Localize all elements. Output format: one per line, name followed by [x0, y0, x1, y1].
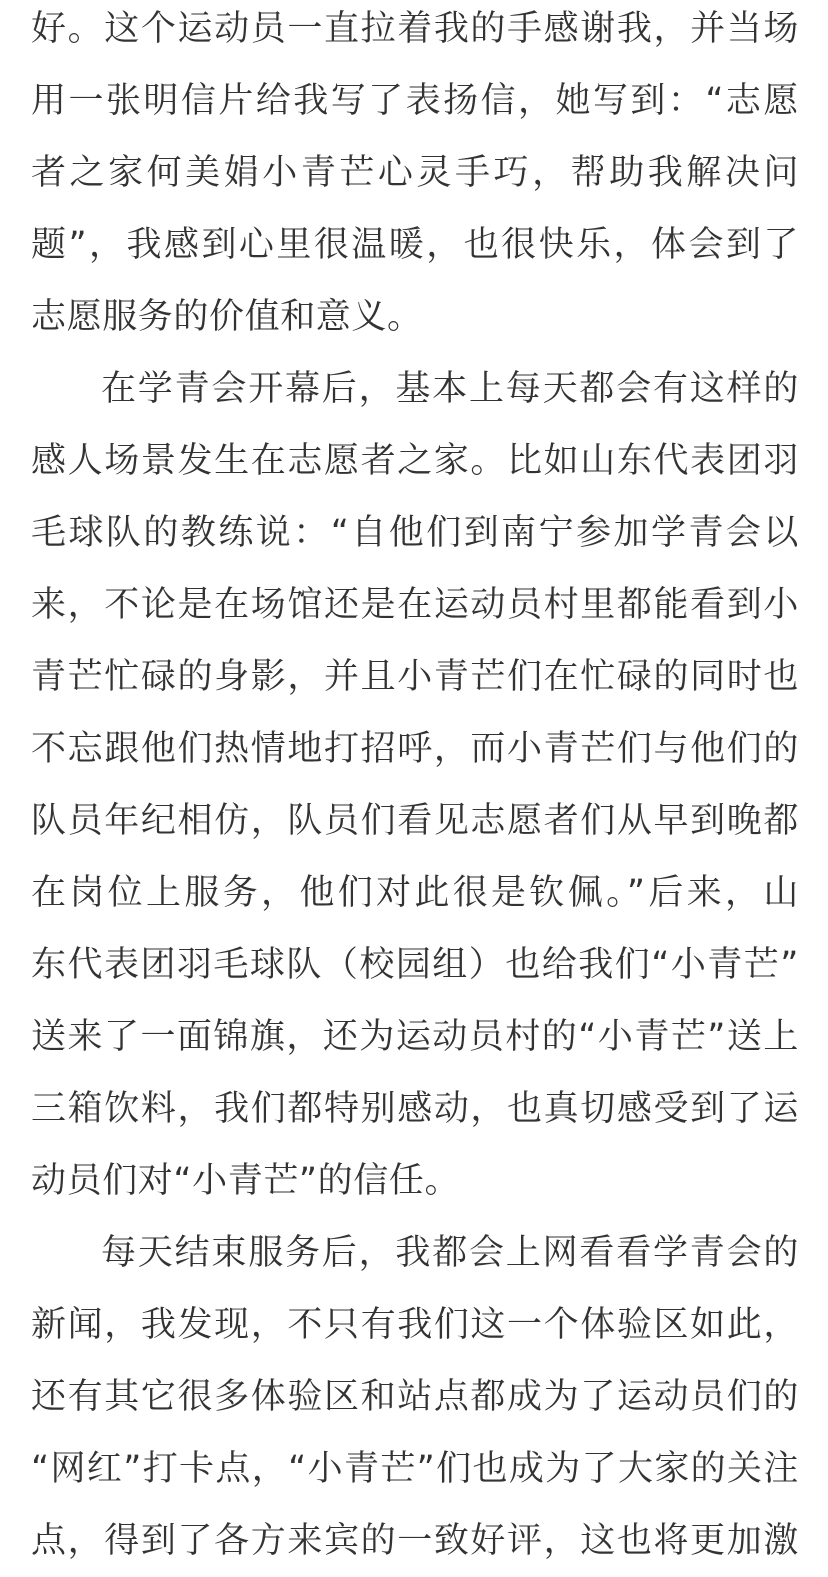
text-line: 送来了一面锦旗，还为运动员村的“小青芒”送上: [31, 1017, 799, 1057]
text-line: 志愿服务的价值和意义。: [31, 297, 423, 337]
text-line: 动员们对“小青芒”的信任。: [31, 1161, 461, 1201]
text-line: 队员年纪相仿，队员们看见志愿者们从早到晚都: [31, 801, 799, 841]
text-line: 点，得到了各方来宾的一致好评，这也将更加激: [31, 1521, 799, 1561]
text-line: 还有其它很多体验区和站点都成为了运动员们的: [31, 1377, 799, 1417]
text-line: 题”，我感到心里很温暖，也很快乐，体会到了: [31, 225, 799, 265]
paragraph-first-line: 在学青会开幕后，基本上每天都会有这样的: [101, 369, 799, 409]
text-line: 来，不论是在场馆还是在运动员村里都能看到小: [31, 585, 799, 625]
text-line: 不忘跟他们热情地打招呼，而小青芒们与他们的: [31, 729, 799, 769]
paragraph-first-line: 每天结束服务后，我都会上网看看学青会的: [101, 1233, 799, 1273]
text-line: 者之家何美娟小青芒心灵手巧，帮助我解决问: [31, 153, 799, 193]
text-line: 东代表团羽毛球队（校园组）也给我们“小青芒”: [31, 945, 799, 985]
text-line: 好。这个运动员一直拉着我的手感谢我，并当场: [31, 9, 799, 49]
text-line: 青芒忙碌的身影，并且小青芒们在忙碌的同时也: [31, 657, 799, 697]
text-line: 毛球队的教练说：“自他们到南宁参加学青会以: [31, 513, 799, 553]
text-line: 在岗位上服务，他们对此很是钦佩。”后来，山: [31, 873, 799, 913]
article-body: [31, 0, 799, 1577]
text-line: 用一张明信片给我写了表扬信，她写到：“志愿: [31, 81, 799, 121]
text-line: 三箱饮料，我们都特别感动，也真切感受到了运: [31, 1089, 799, 1129]
text-line: “网红”打卡点，“小青芒”们也成为了大家的关注: [31, 1449, 799, 1489]
text-line: 新闻，我发现，不只有我们这一个体验区如此，: [31, 1305, 799, 1345]
text-line: 感人场景发生在志愿者之家。比如山东代表团羽: [31, 441, 799, 481]
